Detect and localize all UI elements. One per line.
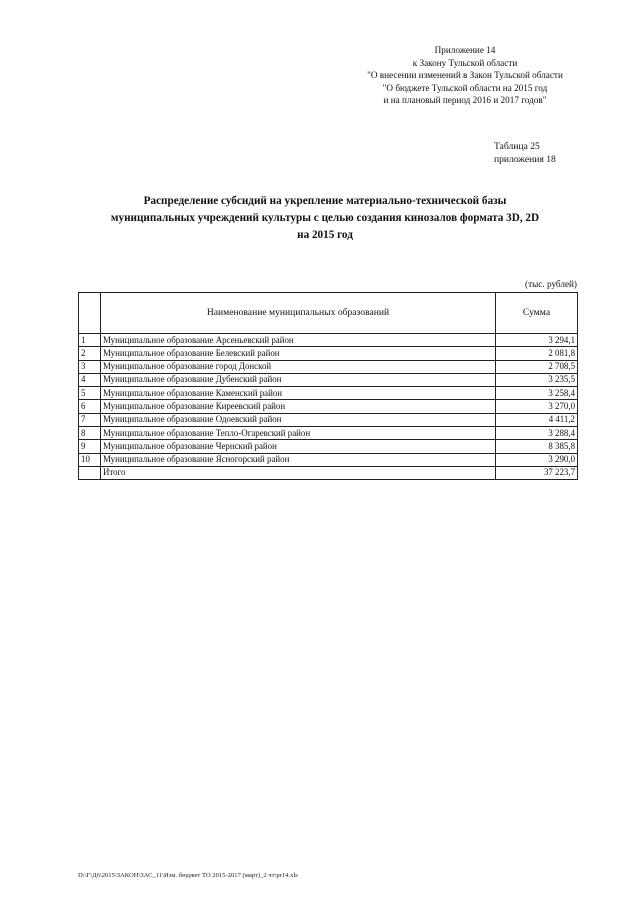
row-name: Муниципальное образование Каменский район [101,387,496,400]
total-row [79,466,578,479]
row-name: Муниципальное образование город Донской [101,360,496,373]
table-reference [494,140,556,166]
row-sum: 2 708,5 [496,360,578,373]
row-name: Муниципальное образование Белевский район [101,347,496,360]
table-row [79,427,578,440]
row-name: Муниципальное образование Чернский район [101,440,496,453]
row-sum: 3 294,1 [496,334,578,347]
row-num: 4 [79,373,101,386]
row-num: 9 [79,440,101,453]
row-sum: 3 288,4 [496,427,578,440]
title-line3: на 2015 год [297,229,353,241]
row-name: Муниципальное образование Дубенский район [101,373,496,386]
title-line1: Распределение субсидий на укрепление материально-технической базы [143,195,507,207]
table-row [79,413,578,426]
row-num: 3 [79,360,101,373]
table-row [79,387,578,400]
row-num: 5 [79,387,101,400]
footer-file-path: D:\Г\Д6\2015\ЗАКОН\ЗАС_11\Изм. бюджет ТО 2015-2017 (март)_2 чт\pr14.xls [78,872,298,879]
table-row [79,373,578,386]
row-name: Муниципальное образование Арсеньевский район [101,334,496,347]
row-name: Муниципальное образование Ясногорский район [101,453,496,466]
total-label: Итого [101,466,496,479]
col-header-num [79,293,101,334]
table-row [79,347,578,360]
row-sum: 8 385,8 [496,440,578,453]
header-line: "О внесении изменений в Закон Тульской области [367,70,563,81]
row-sum: 3 235,5 [496,373,578,386]
row-sum: 2 081,8 [496,347,578,360]
row-sum: 3 290,0 [496,453,578,466]
row-sum: 4 411,2 [496,413,578,426]
title-line2: муниципальных учреждений культуры с целью создания кинозалов формата 3D, 2D [110,212,540,224]
row-num: 2 [79,347,101,360]
table-header-row [79,293,578,334]
table-row [79,334,578,347]
row-num: 7 [79,413,101,426]
header-line: к Закону Тульской области [412,57,518,68]
total-sum: 37 223,7 [496,466,578,479]
row-sum: 3 270,0 [496,400,578,413]
col-header-name: Наименование муниципальных образований [101,293,496,334]
row-num: 10 [79,453,101,466]
table-row [79,453,578,466]
row-name: Муниципальное образование Одоевский район [101,413,496,426]
row-name: Муниципальное образование Тепло-Огаревский район [101,427,496,440]
row-num: 1 [79,334,101,347]
row-num: 8 [79,427,101,440]
table-row [79,440,578,453]
total-num-cell [79,466,101,479]
header-line: и на плановый период 2016 и 2017 годов" [383,95,547,106]
row-num: 6 [79,400,101,413]
table-row [79,360,578,373]
units-label: (тыс. рублей) [525,279,577,289]
table-row [79,400,578,413]
appendix-header [340,44,590,107]
table-ref-line2: приложения 18 [494,154,556,165]
table-ref-line1: Таблица 25 [494,141,540,152]
row-name: Муниципальное образование Киреевский район [101,400,496,413]
row-sum: 3 258,4 [496,387,578,400]
document-title [60,193,590,244]
subsidy-table [78,292,578,480]
col-header-sum: Сумма [496,293,578,334]
header-line: "О бюджете Тульской области на 2015 год [382,82,548,93]
header-line: Приложение 14 [434,45,496,55]
